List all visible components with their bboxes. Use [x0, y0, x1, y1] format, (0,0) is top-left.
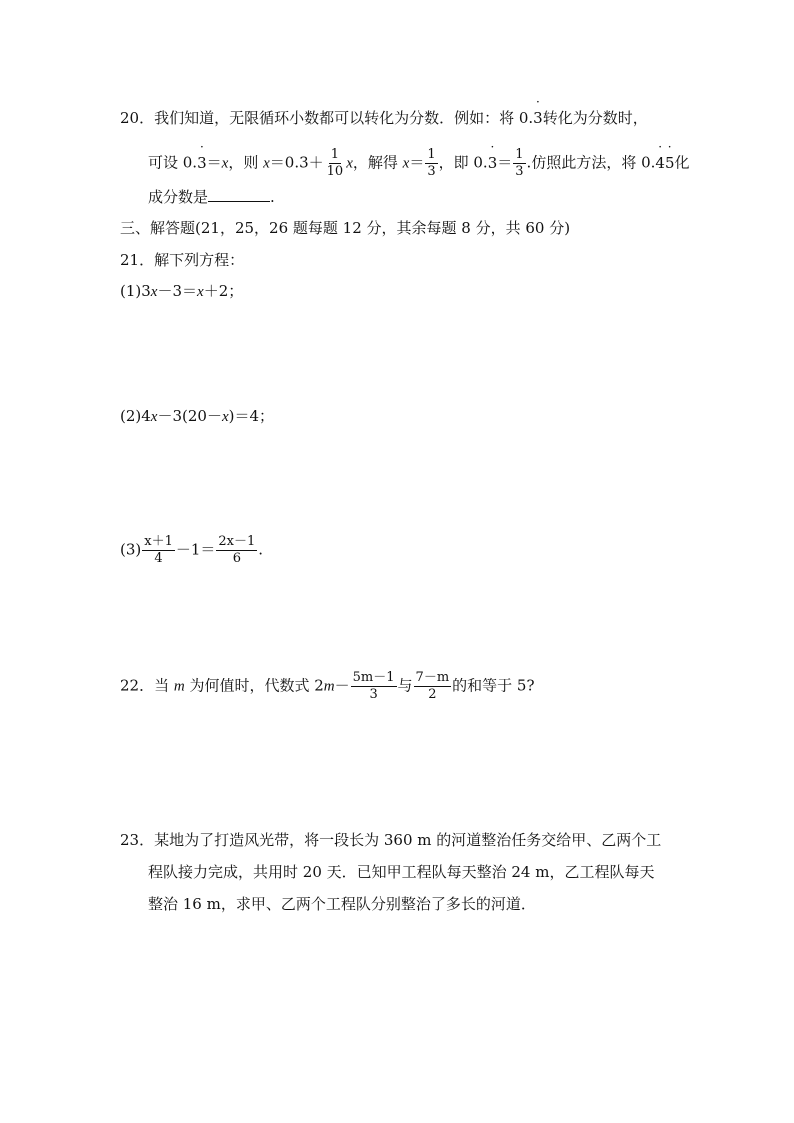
fraction: $\frac{1}{3}$: [427, 147, 436, 179]
repeating-digit: · 4: [655, 153, 665, 173]
repeating-digit: · 3: [197, 153, 207, 173]
q20-line-3: 成分数是 .: [148, 188, 275, 206]
answer-blank: [208, 187, 270, 202]
fraction: $\frac{7-m}{2}$: [415, 670, 450, 702]
section-heading: 三、解答题(21，25，26 题每题 12 分，其余每题 8 分，共 60 分): [120, 219, 571, 237]
q22-line: 22．当 m 为何值时，代数式 2m－ $\frac{5m-1}{3}$ 与 $\frac{7-m}{2}$ 的和等于 5?: [120, 670, 535, 702]
fraction: $\frac{5m-1}{3}$: [352, 670, 395, 702]
q20-line-1: 20．我们知道，无限循环小数都可以转化为分数．例如：将 0.· 3转化为分数时，: [120, 108, 648, 128]
q21-title: 21．解下列方程：: [120, 251, 245, 269]
q21-part-2: (2)4x－3(20－x)＝4；: [120, 407, 275, 425]
fraction: $\frac{1}{3}$: [515, 147, 524, 179]
q23-line-3: 整治 16 m，求甲、乙两个工程队分别整治了多长的河道．: [148, 895, 536, 913]
repeating-digit: · 5: [665, 153, 675, 173]
q23-line-1: 23．某地为了打造风光带，将一段长为 360 m 的河道整治任务交给甲、乙两个工: [120, 831, 662, 849]
q20-line-2: 可设 0.· 3＝x，则 x＝0.3＋ $\frac{1}{10}$ x，解得 x＝ $\frac{1}{3}$ ，即 0.· 3＝ $\frac{1}{3}$ .仿照此方法，将 0.· 4· 5化: [148, 147, 690, 180]
q21-part-3: (3) $\frac{x+1}{4}$ －1＝ $\frac{2x-1}{6}$ .: [120, 534, 264, 566]
repeating-digit: · 3: [533, 108, 543, 128]
repeating-digit: · 3: [488, 153, 498, 173]
q21-part-1: (1)3x－3＝x＋2；: [120, 282, 244, 300]
q23-line-2: 程队接力完成，共用时 20 天．已知甲工程队每天整治 24 m，乙工程队每天: [148, 863, 655, 881]
fraction: $\frac{1}{10}$: [326, 147, 344, 179]
fraction: $\frac{2x-1}{6}$: [218, 534, 256, 566]
fraction: $\frac{x+1}{4}$: [144, 534, 173, 566]
